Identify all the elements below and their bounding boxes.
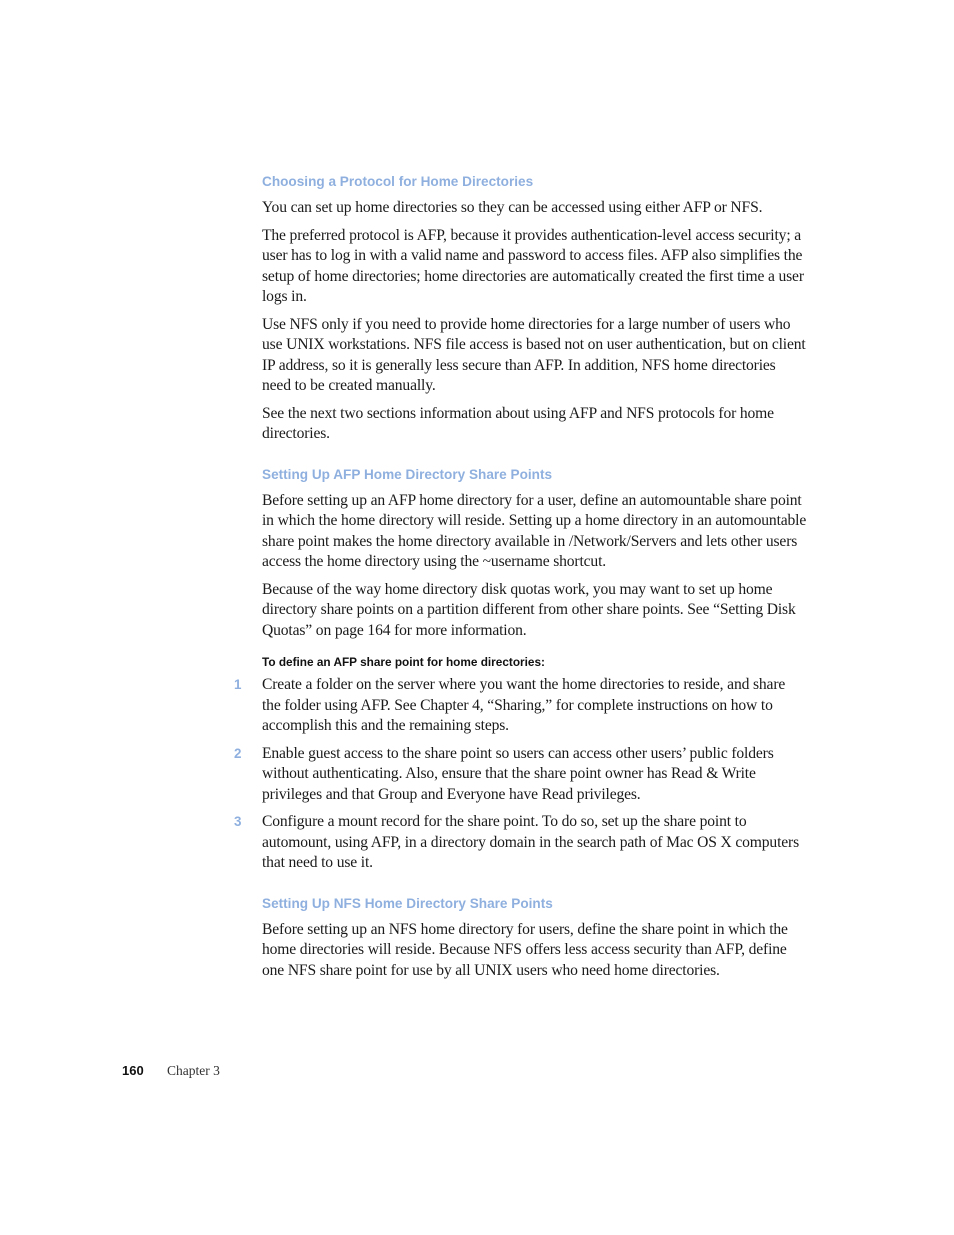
step-item <box>234 812 807 874</box>
paragraph: The preferred protocol is AFP, because it provides authentication-level access security; a user has to log in with a valid name and password to access files. AFP also simplifies the setup of home directories; home directories are automatically created the first time a user logs in. <box>262 226 804 305</box>
step-number: 1 <box>234 677 242 692</box>
page-number: 160 <box>122 1063 144 1078</box>
step-text: Create a folder on the server where you want the home directories to reside, and share the folder using AFP. See Chapter 4, “Sharing,” for complete instructions on how to accomplish this and the remaining steps. <box>262 676 786 734</box>
section-heading-afp: Setting Up AFP Home Directory Share Points <box>262 466 553 482</box>
section-heading-protocol: Choosing a Protocol for Home Directories <box>262 174 534 189</box>
step-number: 3 <box>234 814 242 829</box>
paragraph: Before setting up an AFP home directory for a user, define an automountable share point in which the home directory will reside. Setting up a home directory in an automountable share point makes the home directory available in /Network/Servers and lets other users access the home directory using the ~username shortcut. <box>262 491 807 570</box>
task-title: To define an AFP share point for home directories: <box>262 655 545 669</box>
paragraph: Use NFS only if you need to provide home directories for a large number of users who use UNIX workstations. NFS file access is based not on user authentication, but on client IP address, so it is generally less secure than AFP. In addition, NFS home directories need to be created manually. <box>262 315 806 394</box>
page-footer <box>122 1062 220 1082</box>
paragraph: You can set up home directories so they can be accessed using either AFP or NFS. <box>262 199 763 216</box>
paragraph: See the next two sections information about using AFP and NFS protocols for home directories. <box>262 404 774 442</box>
step-text: Enable guest access to the share point so users can access other users’ public folders without authenticating. Also, ensure that the share point owner has Read & Write privileges and that Group and Everyone have Read privileges. <box>262 744 774 803</box>
paragraph: Because of the way home directory disk quotas work, you may want to set up home directory share points on a partition different from other share points. See “Setting Disk Quotas” on page 164 for more information. <box>262 580 796 639</box>
step-item <box>234 744 807 806</box>
step-text: Configure a mount record for the share point. To do so, set up the share point to automount, using AFP, in a directory domain in the search path of Mac OS X computers that need to use it. <box>262 813 799 871</box>
step-item <box>234 675 807 737</box>
steps-list <box>234 675 807 874</box>
chapter-label: Chapter 3 <box>167 1063 220 1078</box>
section-heading-nfs: Setting Up NFS Home Directory Share Points <box>262 895 553 911</box>
step-number: 2 <box>234 745 242 761</box>
paragraph: Before setting up an NFS home directory for users, define the share point in which the home directories will reside. Because NFS offers less access security than AFP, define one NFS share point for use by all UNIX users who need home directories. <box>262 920 788 979</box>
page-content <box>234 172 807 981</box>
